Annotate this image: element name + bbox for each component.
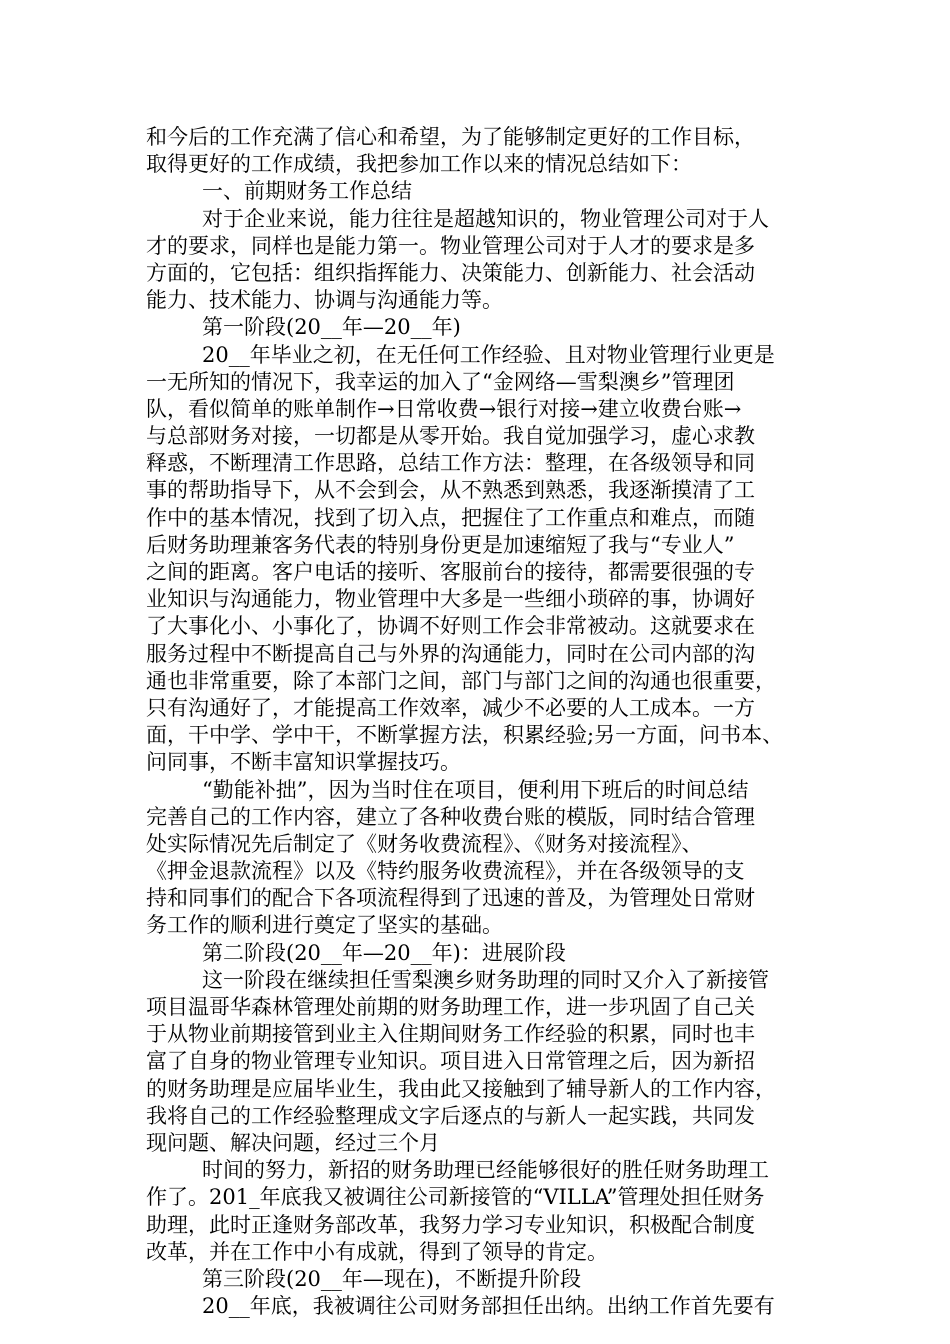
- text-line: 的财务助理是应届毕业生，我由此又接触到了辅导新人的工作内容，: [146, 1076, 776, 1101]
- text-line: “勤能补拙”，因为当时住在项目，便利用下班后的时间总结: [202, 777, 749, 802]
- text-line: 于从物业前期接管到业主入住期间财务工作经验的积累，同时也丰: [146, 1022, 755, 1047]
- text-line: 之间的距离。客户电话的接听、客服前台的接待，都需要很强的专: [146, 560, 755, 584]
- text-line: 务工作的顺利进行奠定了坚实的基础。: [146, 913, 503, 938]
- text-line: 《押金退款流程》以及《特约服务收费流程》，并在各级领导的支: [146, 859, 745, 884]
- text-line: 方面的，它包括：组织指挥能力、决策能力、创新能力、社会活动: [146, 260, 755, 285]
- text-line: 对于企业来说，能力往往是超越知识的，物业管理公司对于人: [202, 206, 769, 231]
- text-line: 问同事，不断丰富知识掌握技巧。: [146, 750, 461, 775]
- text-line: 业知识与沟通能力，物业管理中大多是一些细小琐碎的事，协调好: [146, 587, 755, 612]
- text-line: 取得更好的工作成绩，我把参加工作以来的情况总结如下：: [146, 152, 692, 177]
- text-line: 改革，并在工作中小有成就，得到了领导的肯定。: [146, 1239, 608, 1264]
- text-line: 项目温哥华森林管理处前期的财务助理工作，进一步巩固了自己关: [146, 995, 755, 1019]
- text-line: 第二阶段(20__年—20__年)：进展阶段: [202, 940, 566, 965]
- text-line: 了大事化小、小事化了，协调不好则工作会非常被动。这就要求在: [146, 614, 755, 639]
- text-line: 20__年毕业之初，在无任何工作经验、且对物业管理行业更是: [202, 342, 775, 367]
- text-line: 通也非常重要，除了本部门之间，部门与部门之间的沟通也很重要，: [146, 668, 776, 693]
- text-line: 富了自身的物业管理专业知识。项目进入日常管理之后，因为新招: [146, 1049, 755, 1074]
- text-line: 作中的基本情况，找到了切入点，把握住了工作重点和难点，而随: [146, 505, 755, 530]
- text-line: 第三阶段(20__年—现在)，不断提升阶段: [202, 1266, 582, 1291]
- text-line: 时间的努力，新招的财务助理已经能够很好的胜任财务助理工: [202, 1158, 769, 1183]
- text-line: 面，干中学、学中干，不断掌握方法，积累经验;另一方面，问书本、: [146, 723, 784, 748]
- text-line: 事的帮助指导下，从不会到会，从不熟悉到熟悉，我逐渐摸清了工: [146, 478, 755, 503]
- text-line: 持和同事们的配合下各项流程得到了迅速的普及，为管理处日常财: [146, 886, 755, 911]
- text-line: 释惑，不断理清工作思路，总结工作方法：整理，在各级领导和同: [146, 451, 755, 476]
- text-line: 第一阶段(20__年—20__年): [202, 315, 461, 340]
- text-line: 服务过程中不断提高自己与外界的沟通能力，同时在公司内部的沟: [146, 641, 755, 666]
- text-line: 队，看似简单的账单制作→日常收费→银行对接→建立收费台账→: [146, 396, 742, 421]
- text-line: 处实际情况先后制定了《财务收费流程》、《财务对接流程》、: [146, 831, 703, 856]
- text-line: 这一阶段在继续担任雪梨澳乡财务助理的同时又介入了新接管: [202, 967, 769, 992]
- text-line: 完善自己的工作内容，建立了各种收费台账的模版，同时结合管理: [146, 804, 755, 829]
- text-line: 助理，此时正逢财务部改革，我努力学习专业知识，积极配合制度: [146, 1212, 755, 1237]
- text-line: 我将自己的工作经验整理成文字后逐点的与新人一起实践，共同发: [146, 1103, 755, 1128]
- text-line: 一无所知的情况下，我幸运的加入了“金网络—雪梨澳乡”管理团: [146, 369, 735, 394]
- text-line: 只有沟通好了，才能提高工作效率，减少不必要的人工成本。一方: [146, 695, 755, 720]
- text-line: 作了。201_年底我又被调往公司新接管的“VILLA”管理处担任财务: [146, 1185, 765, 1210]
- text-line: 一、前期财务工作总结: [202, 179, 412, 204]
- document-body: [146, 124, 810, 1320]
- text-line: 20__年底，我被调往公司财务部担任出纳。出纳工作首先要有: [202, 1294, 775, 1319]
- text-line: 才的要求，同样也是能力第一。物业管理公司对于人才的要求是多: [146, 233, 755, 258]
- text-line: 和今后的工作充满了信心和希望，为了能够制定更好的工作目标，: [146, 125, 755, 149]
- text-line: 与总部财务对接，一切都是从零开始。我自觉加强学习，虚心求教: [146, 424, 755, 449]
- text-line: 后财务助理兼客务代表的特别身份更是加速缩短了我与“专业人”: [146, 532, 735, 557]
- text-line: 现问题、解决问题，经过三个月: [146, 1130, 440, 1155]
- text-line: 能力、技术能力、协调与沟通能力等。: [146, 288, 503, 313]
